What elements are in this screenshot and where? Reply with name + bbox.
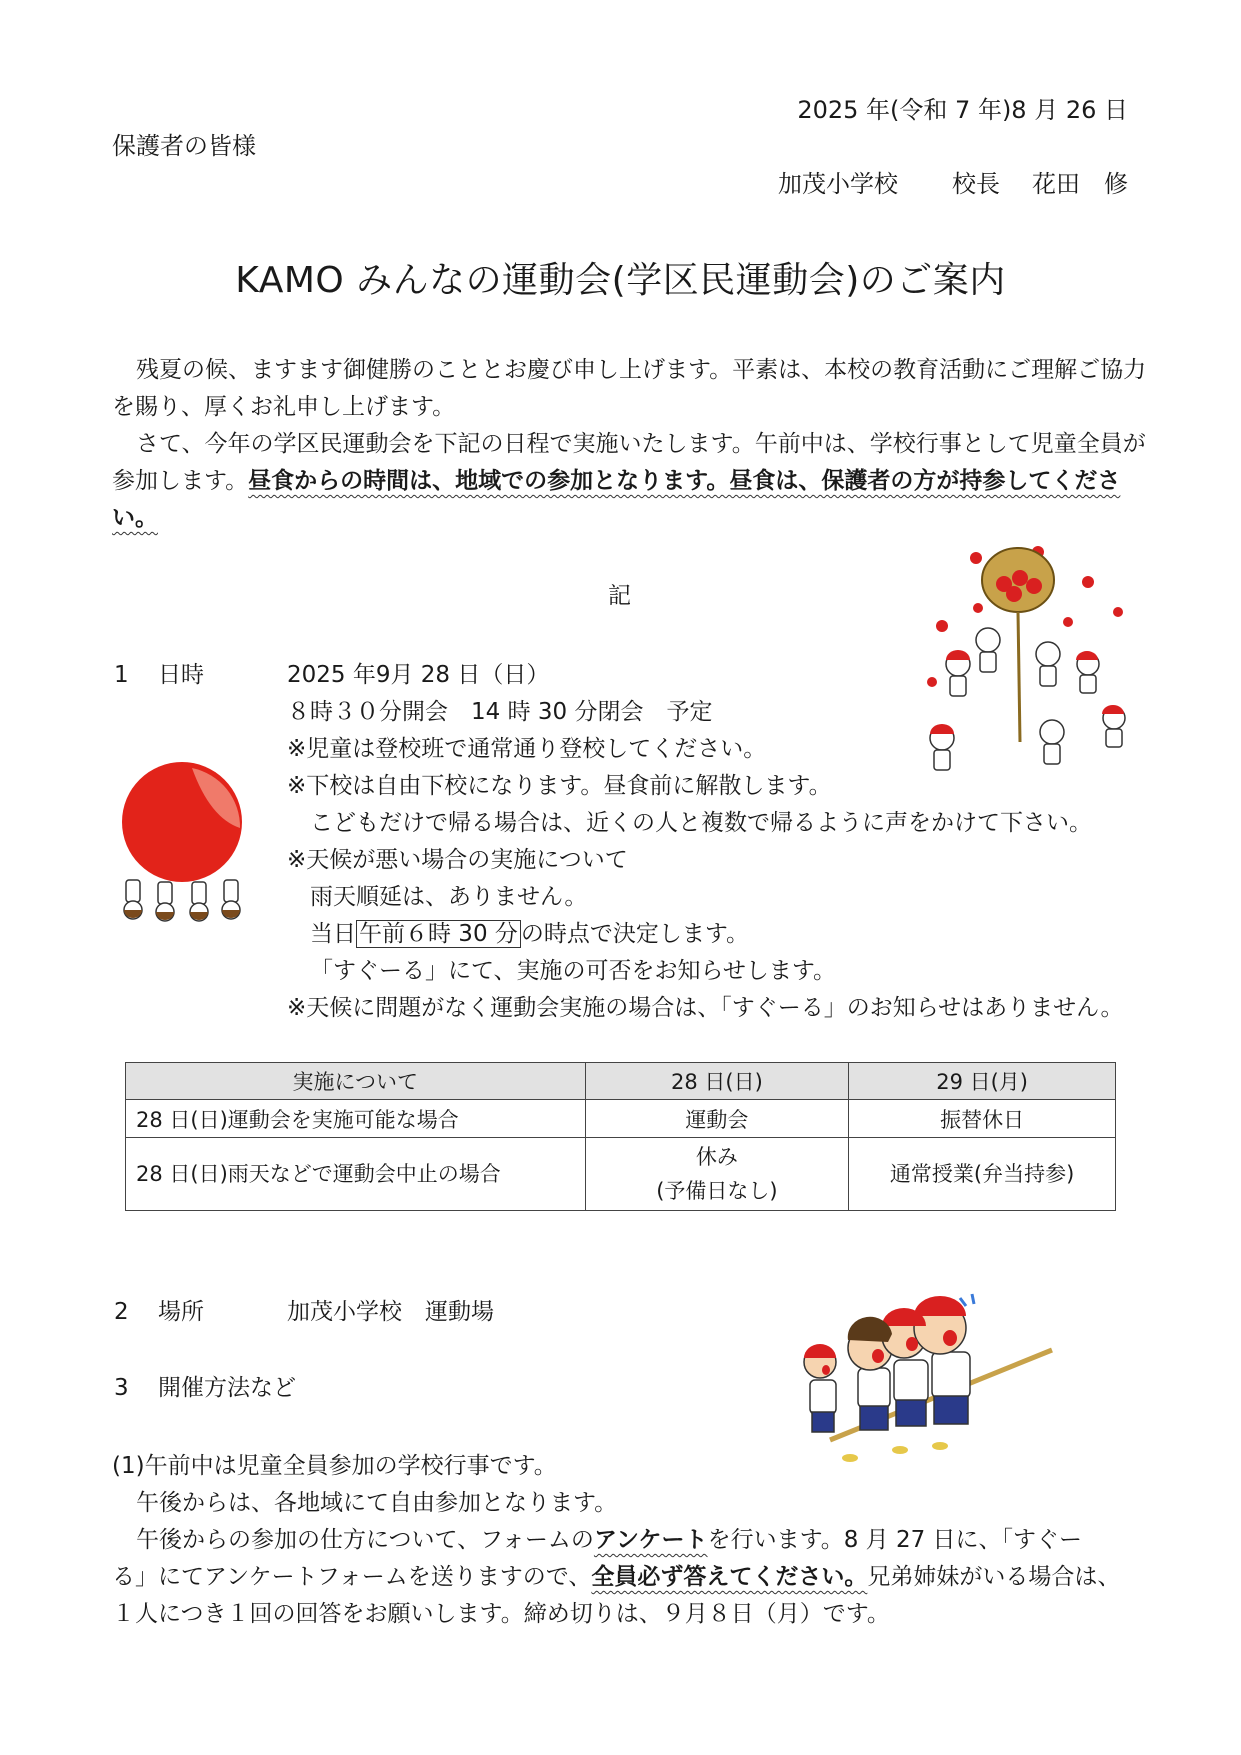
method-line-4	[112, 1559, 1120, 1595]
table-header-row	[126, 1063, 1116, 1100]
method-line-3a: 午後からの参加の仕方について、フォームの	[136, 1527, 594, 1553]
section3-label: 開催方法など	[158, 1375, 296, 1401]
note-dismissal: ※下校は自由下校になります。昼食前に解散します。	[287, 773, 832, 799]
intro-line-3: さて、今年の学区民運動会を下記の日程で実施いたします。午前中は、学校行事として児童全員が	[136, 431, 1146, 457]
lunch-notice: 昼食からの時間は、地域での参加となります。昼食は、保護者の方が持参してくださ	[248, 468, 1121, 494]
survey-keyword: アンケート	[593, 1527, 708, 1553]
cell-line: (予備日なし)	[656, 1179, 778, 1203]
table-header-day28: 28 日(日)	[585, 1063, 849, 1100]
section1-number: 1	[114, 662, 129, 688]
table-row	[126, 1138, 1116, 1211]
note-notify: 「すぐーる」にて、実施の可否をお知らせします。	[310, 958, 837, 984]
intro-line-4	[112, 463, 1120, 499]
note-dismissal-detail: こどもだけで帰る場合は、近くの人と複数で帰るように声をかけて下さい。	[310, 810, 1092, 836]
method-line-5: １人につき１回の回答をお願いします。締め切りは、９月８日（月）です。	[112, 1601, 890, 1627]
decision-pre: 当日	[310, 921, 356, 947]
note-no-notice: ※天候に問題がなく運動会実施の場合は、「すぐーる」のお知らせはありません。	[287, 995, 1124, 1021]
table-cell: 振替休日	[849, 1100, 1116, 1138]
must-answer-notice: 全員必ず答えてください。	[591, 1564, 868, 1590]
event-date: 2025 年9月 28 日（日）	[287, 662, 550, 688]
sender-school: 加茂小学校	[778, 170, 898, 198]
event-time: ８時３０分開会 14 時 30 分閉会 予定	[287, 699, 713, 725]
table-cell: 28 日(日)運動会を実施可能な場合	[126, 1100, 586, 1138]
table-header-condition: 実施について	[126, 1063, 586, 1100]
section1-label: 日時	[158, 662, 204, 688]
decision-time-box: 午前６時 30 分	[356, 920, 521, 948]
intro-line-1: 残夏の候、ますます御健勝のこととお慶び申し上げます。平素は、本校の教育活動にご理解ご協力	[136, 357, 1147, 383]
method-line-3	[136, 1522, 1082, 1558]
sender-name: 花田 修	[1032, 170, 1128, 198]
table-cell	[585, 1138, 849, 1211]
note-decision-time	[310, 916, 749, 952]
venue: 加茂小学校 運動場	[287, 1299, 494, 1325]
method-line-4a: る」にてアンケートフォームを送りますので、	[112, 1564, 592, 1590]
addressee: 保護者の皆様	[112, 132, 256, 160]
cell-line: 休み	[695, 1145, 738, 1169]
red-ball-illustration	[114, 760, 274, 930]
lunch-notice-end: い。	[112, 505, 158, 531]
intro-line-2: を賜り、厚くお礼申し上げます。	[112, 394, 456, 420]
note-weather: ※天候が悪い場合の実施について	[287, 847, 628, 873]
table-header-day29: 29 日(月)	[849, 1063, 1116, 1100]
decision-post: の時点で決定します。	[520, 921, 750, 947]
ki-heading: 記	[608, 583, 631, 609]
section3-number: 3	[114, 1375, 129, 1401]
method-line-4c: 兄弟姉妹がいる場合は、	[867, 1564, 1121, 1590]
document-date: 2025 年(令和 7 年)8 月 26 日	[797, 96, 1128, 124]
schedule-table	[125, 1062, 1116, 1211]
method-line-1: (1)午前中は児童全員参加の学校行事です。	[112, 1453, 557, 1479]
method-line-2: 午後からは、各地域にて自由参加となります。	[136, 1490, 618, 1516]
note-no-postpone: 雨天順延は、ありません。	[310, 884, 588, 910]
table-row	[126, 1100, 1116, 1138]
method-line-3c: を行います。8 月 27 日に、「すぐー	[707, 1527, 1083, 1553]
intro-plain-text: 参加します。	[112, 468, 249, 494]
note-attendance: ※児童は登校班で通常通り登校してください。	[287, 736, 767, 762]
table-cell: 28 日(日)雨天などで運動会中止の場合	[126, 1138, 586, 1211]
page-title: KAMO みんなの運動会(学区民運動会)のご案内	[235, 260, 1006, 301]
table-cell: 通常授業(弁当持参)	[849, 1138, 1116, 1211]
table-cell: 運動会	[585, 1100, 849, 1138]
ball-basket-illustration	[918, 542, 1136, 782]
sender-title: 校長	[952, 170, 1000, 198]
section2-label: 場所	[158, 1299, 204, 1325]
tug-of-war-illustration	[790, 1290, 1055, 1468]
section2-number: 2	[114, 1299, 129, 1325]
